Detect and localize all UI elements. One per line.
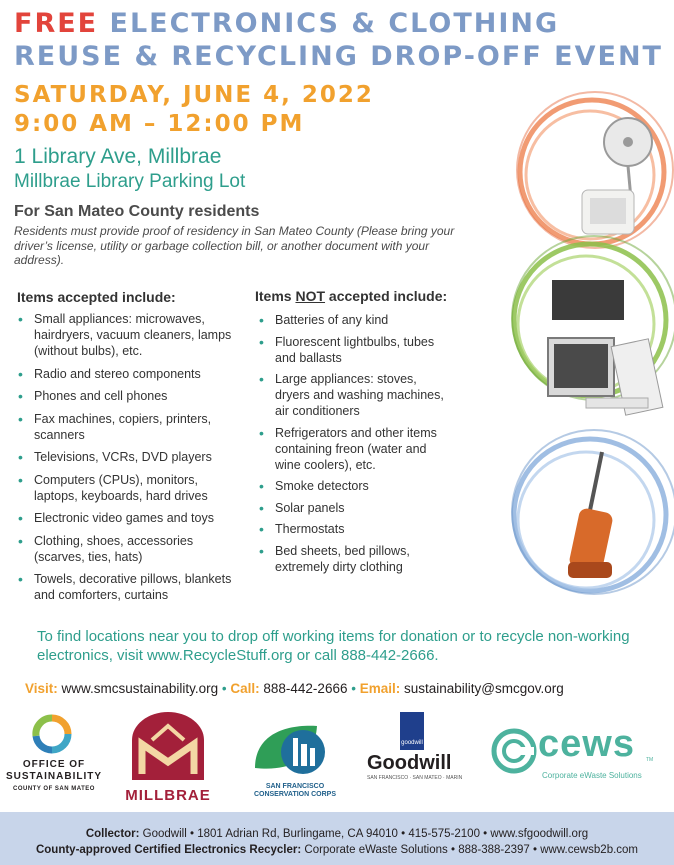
recycler-info: Corporate eWaste Solutions • 888-388-2397 • www.cewsb2b.com [301,844,639,856]
appliance-photo-collage [490,80,674,620]
event-venue: Millbrae Library Parking Lot [14,171,246,192]
list-item: • Phones and cell phones [17,388,242,404]
list-item: • Solar panels [258,500,453,516]
website-link[interactable]: www.smcsustainability.org [61,681,219,696]
separator-dot: • [221,681,227,696]
list-item: • Fluorescent lightbulbs, tubes and ballasts [258,334,453,366]
separator-dot: • [351,681,356,696]
sfcc-line-2: CONSERVATION CORPS [253,791,337,798]
find-locations-text: To find locations near you to drop off working items for donation or to recycle non-working electronics, visit www.RecycleStuff.org or call 888-442-2666. [37,628,630,664]
cews-wordmark: cews [538,723,635,765]
email-link[interactable]: sustainability@smcgov.org [404,681,564,696]
list-item: • Refrigerators and other items containing freon (water and wine coolers), etc. [258,425,453,473]
recycle-arrows-icon [6,710,102,754]
title-line-1-rest: ELECTRONICS & CLOTHING [98,8,560,39]
not-accepted-heading-post: accepted include: [325,288,448,304]
not-accepted-list [258,312,453,580]
event-time: 9:00 AM – 12:00 PM [14,111,305,137]
event-address: 1 Library Ave, Millbrae [14,145,222,168]
office-of-sustainability-logo [6,710,102,800]
title-line-2: REUSE & RECYCLING DROP-OFF EVENT [14,41,663,72]
electronics-pile-icon [548,280,663,415]
goodwill-badge [400,712,424,750]
footer-bar [0,812,674,865]
fan-and-heater-icon [582,118,652,234]
eligibility-title: For San Mateo County residents [14,203,260,220]
event-date: SATURDAY, JUNE 4, 2022 [14,82,374,108]
goodwill-subtitle: SAN FRANCISCO · SAN MATEO · MARIN [367,775,463,781]
sf-conservation-corps-logo [235,716,355,796]
oos-line-2: SUSTAINABILITY [6,771,103,782]
list-item: • Computers (CPUs), monitors, laptops, keyboards, hard drives [17,472,242,504]
collector-info: Goodwill • 1801 Adrian Rd, Burlingame, CA 94010 • 415-575-2100 • www.sfgoodwill.org [139,828,589,840]
cews-subtitle: Corporate eWaste Solutions [542,771,642,780]
accepted-heading: Items accepted include: [17,289,176,305]
list-item: • Thermostats [258,521,453,537]
list-item: • Small appliances: microwaves, hairdryers, vacuum cleaners, lamps (without bulbs), etc. [17,311,242,359]
list-item: • Radio and stereo components [17,366,242,382]
list-item: • Fax machines, copiers, printers, scanners [17,411,242,443]
title-free: FREE [14,8,99,39]
goodwill-badge-text: goodwill [401,740,423,746]
list-item: • Bed sheets, bed pillows, extremely dirty clothing [258,543,453,575]
accepted-list [17,311,242,610]
list-item: • Clothing, shoes, accessories (scarves, ties, hats) [17,533,242,565]
list-item: • Televisions, VCRs, DVD players [17,449,242,465]
not-accepted-heading-pre: Items [255,288,296,304]
oos-line-3: COUNTY OF SAN MATEO [13,786,95,792]
email-label: Email: [359,681,401,696]
collector-label: Collector: [85,828,140,840]
oos-line-1: OFFICE OF [22,759,86,770]
leaf-skyline-icon [235,716,355,778]
not-accepted-heading [255,288,447,304]
vacuum-cleaner-icon [568,452,614,578]
list-item: • Large appliances: stoves, dryers and washing machines, air conditioners [258,371,453,419]
cews-logo [490,723,660,787]
recycler-label: County-approved Certified Electronics Recycler: [35,844,302,856]
list-item: • Batteries of any kind [258,312,453,328]
contact-line [25,681,564,696]
recycler-line [0,842,674,858]
phone-link[interactable]: 888-442-2666 [263,681,348,696]
eligibility-note: Residents must provide proof of residency in San Mateo County (Please bring your driver’s license, utility or garbage collection bill, or another document with your address). [14,224,455,267]
not-accepted-heading-not: NOT [295,288,326,304]
millbrae-emblem-icon [122,712,214,782]
goodwill-logo [367,712,473,796]
collector-line [0,826,674,842]
millbrae-wordmark: MILLBRAE [125,787,211,804]
goodwill-wordmark: Goodwill [367,752,452,774]
title-line-1 [14,8,559,39]
cews-circle-icon [490,727,538,775]
visit-label: Visit: [25,681,58,696]
list-item: • Electronic video games and toys [17,510,242,526]
cews-trademark: TM [646,757,654,763]
list-item: • Smoke detectors [258,478,453,494]
millbrae-logo [122,712,214,804]
list-item: • Towels, decorative pillows, blankets and comforters, curtains [17,571,242,603]
call-label: Call: [230,681,260,696]
sfcc-line-1: SAN FRANCISCO [265,783,325,790]
